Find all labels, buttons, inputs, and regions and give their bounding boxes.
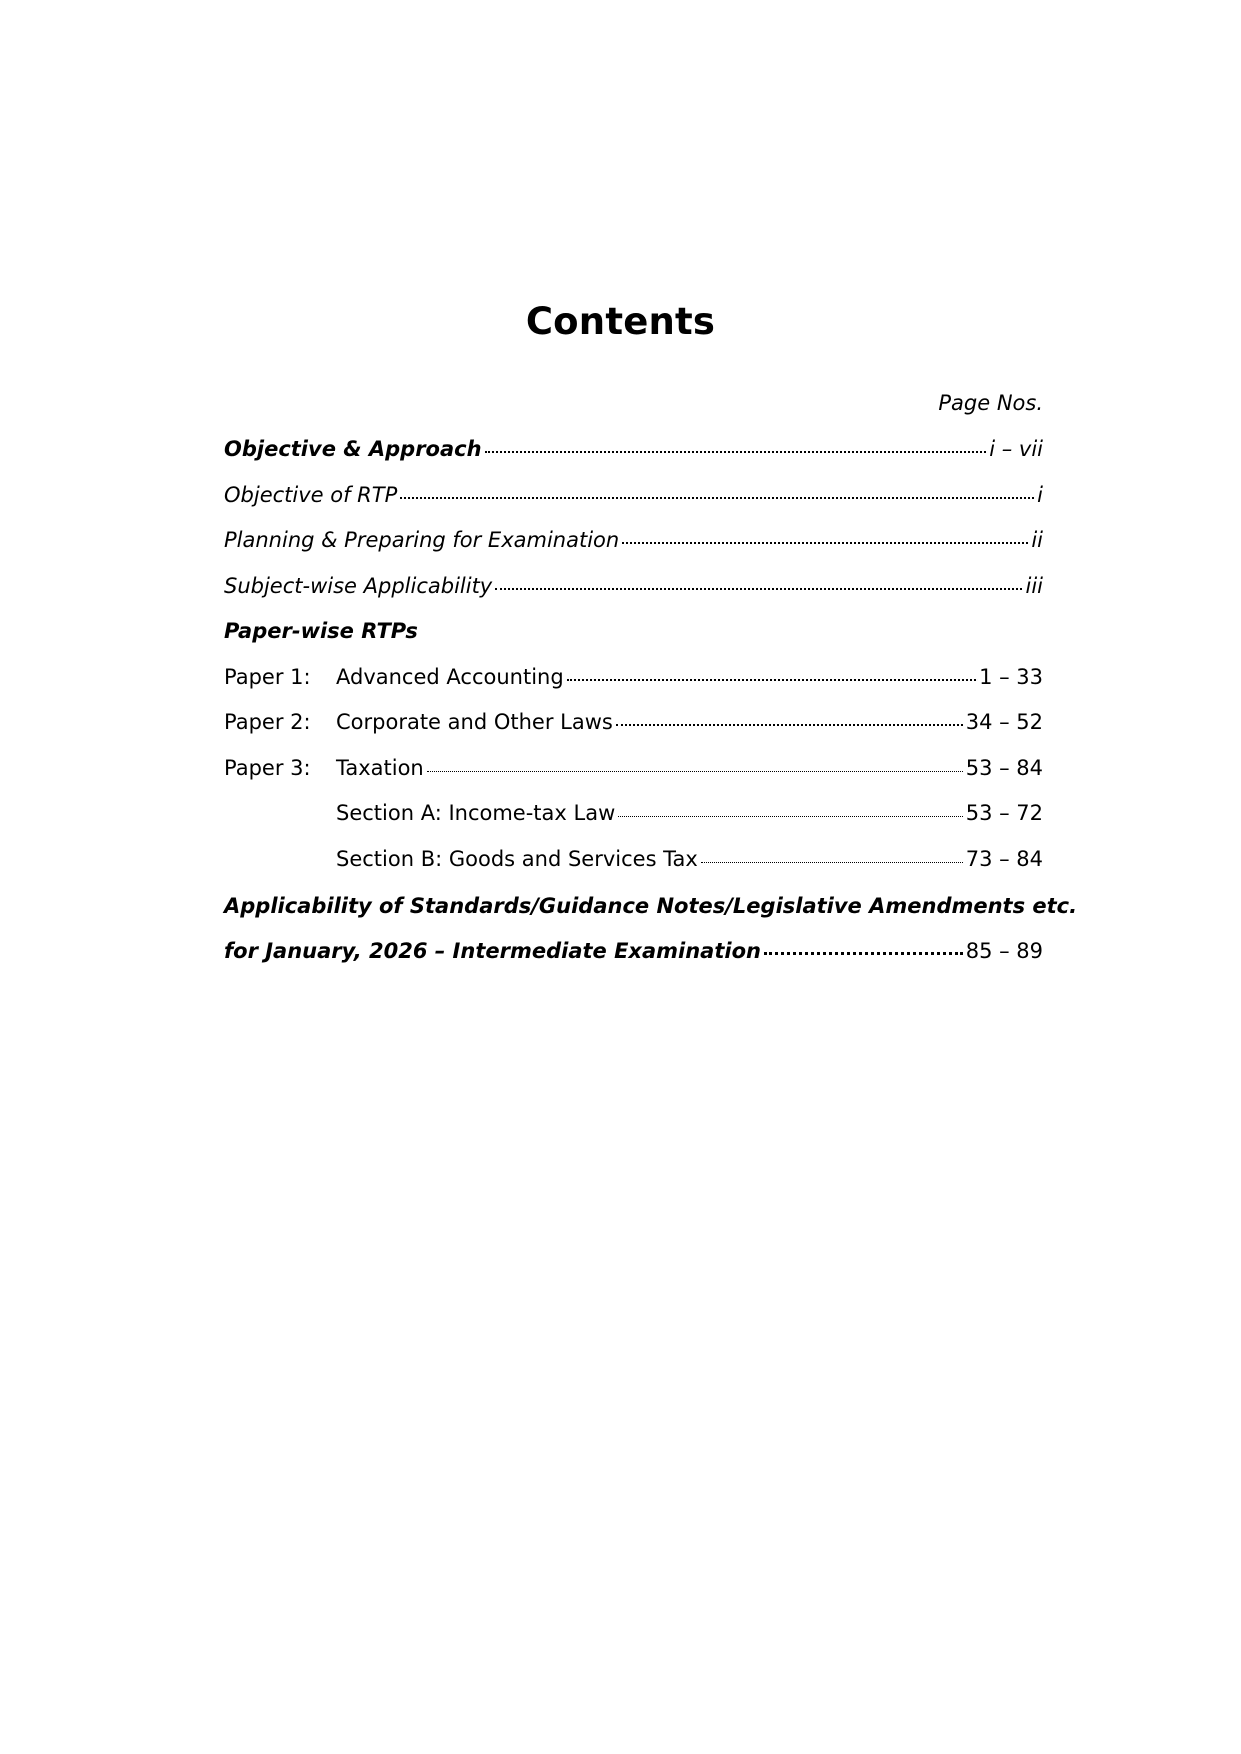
toc-entry-label: Section B: Goods and Services Tax (336, 846, 698, 871)
dot-leader (618, 800, 962, 820)
toc-entry-pages: iii (1025, 573, 1043, 598)
dot-leader (400, 482, 1034, 502)
toc-entry-applicability-standards[interactable] (224, 889, 1078, 968)
page-title: Contents (525, 300, 716, 343)
toc-entry-section-b[interactable] (224, 842, 1043, 888)
dot-leader (616, 709, 963, 729)
page-nos-header: Page Nos. (938, 391, 1043, 415)
toc-entry-label: Objective & Approach (224, 437, 482, 461)
toc-entry-label: Section A: Income-tax Law (336, 801, 616, 825)
toc-entry-paper-1[interactable] (224, 660, 1043, 706)
toc-entry-label: Objective of RTP (224, 482, 398, 507)
dot-leader (567, 664, 976, 684)
toc-entry-label: Subject-wise Applicability (224, 573, 493, 598)
dot-leader (495, 573, 1022, 593)
toc-entry-pages: i (1037, 482, 1043, 507)
toc-entry-section-a[interactable] (224, 796, 1043, 842)
dot-leader (622, 527, 1028, 547)
toc-entry-pages: ii (1031, 528, 1043, 552)
toc-entry-pages: 73 – 84 (965, 846, 1043, 871)
toc-entry-line-2 (224, 934, 1043, 968)
toc-entry-pages: i – vii (989, 437, 1043, 461)
paper-number: Paper 3: (224, 755, 311, 780)
dot-leader (485, 436, 987, 456)
dot-leader (701, 846, 963, 866)
toc-entry-paper-2[interactable] (224, 705, 1043, 751)
toc-entry-planning[interactable] (224, 523, 1043, 569)
toc-entry-pages: 1 – 33 (979, 664, 1043, 689)
toc-entry-label: Corporate and Other Laws (336, 710, 613, 734)
toc-entry-label: Planning & Preparing for Examination (224, 528, 620, 552)
toc-entry-label-line-1: Applicability of Standards/Guidance Notes/Legislative Amendments etc. (224, 894, 1078, 918)
toc-entry-label: Advanced Accounting (336, 664, 564, 689)
toc-entry-label: Taxation (336, 755, 424, 780)
paper-wise-heading: Paper-wise RTPs (224, 619, 418, 643)
toc-entry-label-line-2: for January, 2026 – Intermediate Examination (224, 939, 761, 963)
dot-leader (764, 938, 963, 958)
toc-entry-objective-rtp[interactable] (224, 478, 1043, 524)
dot-leader (427, 755, 963, 775)
toc-entry-pages: 85 – 89 (965, 939, 1043, 963)
toc-entry-objective-approach[interactable] (224, 432, 1043, 478)
toc-entry-paper-3[interactable] (224, 751, 1043, 797)
paper-number: Paper 1: (224, 664, 311, 689)
toc-entry-pages: 53 – 72 (965, 801, 1043, 825)
toc-entry-pages: 53 – 84 (965, 755, 1043, 780)
paper-number: Paper 2: (224, 710, 311, 734)
table-of-contents (224, 386, 1078, 968)
toc-entry-applicability[interactable] (224, 569, 1043, 615)
toc-entry-pages: 34 – 52 (965, 710, 1043, 734)
